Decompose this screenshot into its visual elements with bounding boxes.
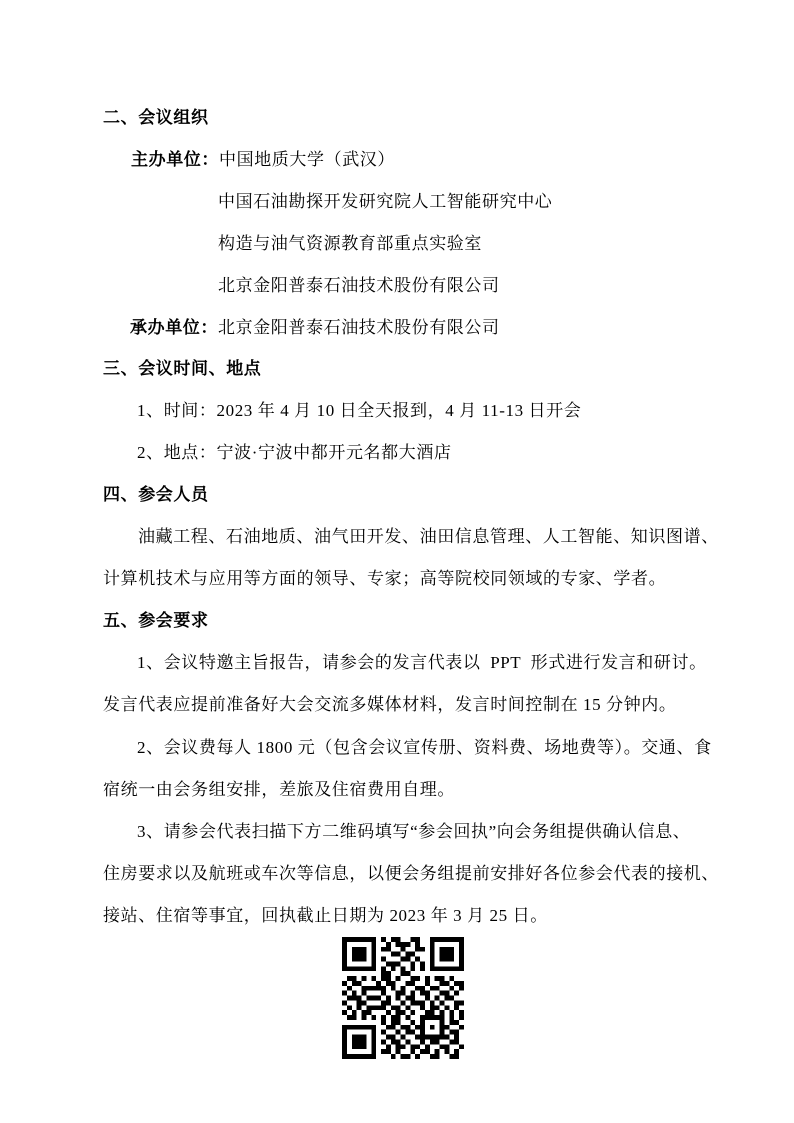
text-line: 接站、住宿等事宜，回执截止日期为 2023 年 3 月 25 日。 <box>103 906 548 925</box>
text-line: 1、会议特邀主旨报告，请参会的发言代表以 PPT 形式进行发言和研讨。 <box>137 653 707 672</box>
line-text: 北京金阳普泰石油技术股份有限公司 <box>218 318 500 337</box>
line-text: 中国地质大学（武汉） <box>219 150 395 169</box>
text-line <box>131 149 395 170</box>
text-line: 油藏工程、石油地质、油气田开发、油田信息管理、人工智能、知识图谱、 <box>138 527 719 546</box>
text-line: 中国石油勘探开发研究院人工智能研究中心 <box>218 192 553 211</box>
text-line: 2、会议费每人 1800 元（包含会议宣传册、资料费、场地费等）。交通、食 <box>137 738 712 757</box>
text-line: 构造与油气资源教育部重点实验室 <box>218 234 482 253</box>
section-heading: 五、参会要求 <box>103 611 209 630</box>
section-heading: 三、会议时间、地点 <box>103 359 262 378</box>
text-line: 住房要求以及航班或车次等信息，以便会务组提前安排好各位参会代表的接机、 <box>103 864 719 883</box>
section-heading: 二、会议组织 <box>103 108 209 127</box>
text-line: 1、时间：2023 年 4 月 10 日全天报到，4 月 11-13 日开会 <box>137 401 582 420</box>
text-line: 2、地点：宁波·宁波中都开元名都大酒店 <box>137 443 452 462</box>
qr-code <box>342 937 464 1059</box>
section-heading: 四、参会人员 <box>103 485 209 504</box>
text-line: 北京金阳普泰石油技术股份有限公司 <box>218 276 500 295</box>
text-line: 3、请参会代表扫描下方二维码填写“参会回执”向会务组提供确认信息、 <box>137 822 691 841</box>
line-label: 主办单位： <box>131 150 219 169</box>
text-line <box>130 317 500 338</box>
text-line: 发言代表应提前准备好大会交流多媒体材料，发言时间控制在 15 分钟内。 <box>103 695 677 714</box>
line-label: 承办单位： <box>130 318 218 337</box>
text-line: 计算机技术与应用等方面的领导、专家；高等院校同领域的专家、学者。 <box>103 569 667 588</box>
text-line: 宿统一由会务组安排，差旅及住宿费用自理。 <box>103 780 455 799</box>
